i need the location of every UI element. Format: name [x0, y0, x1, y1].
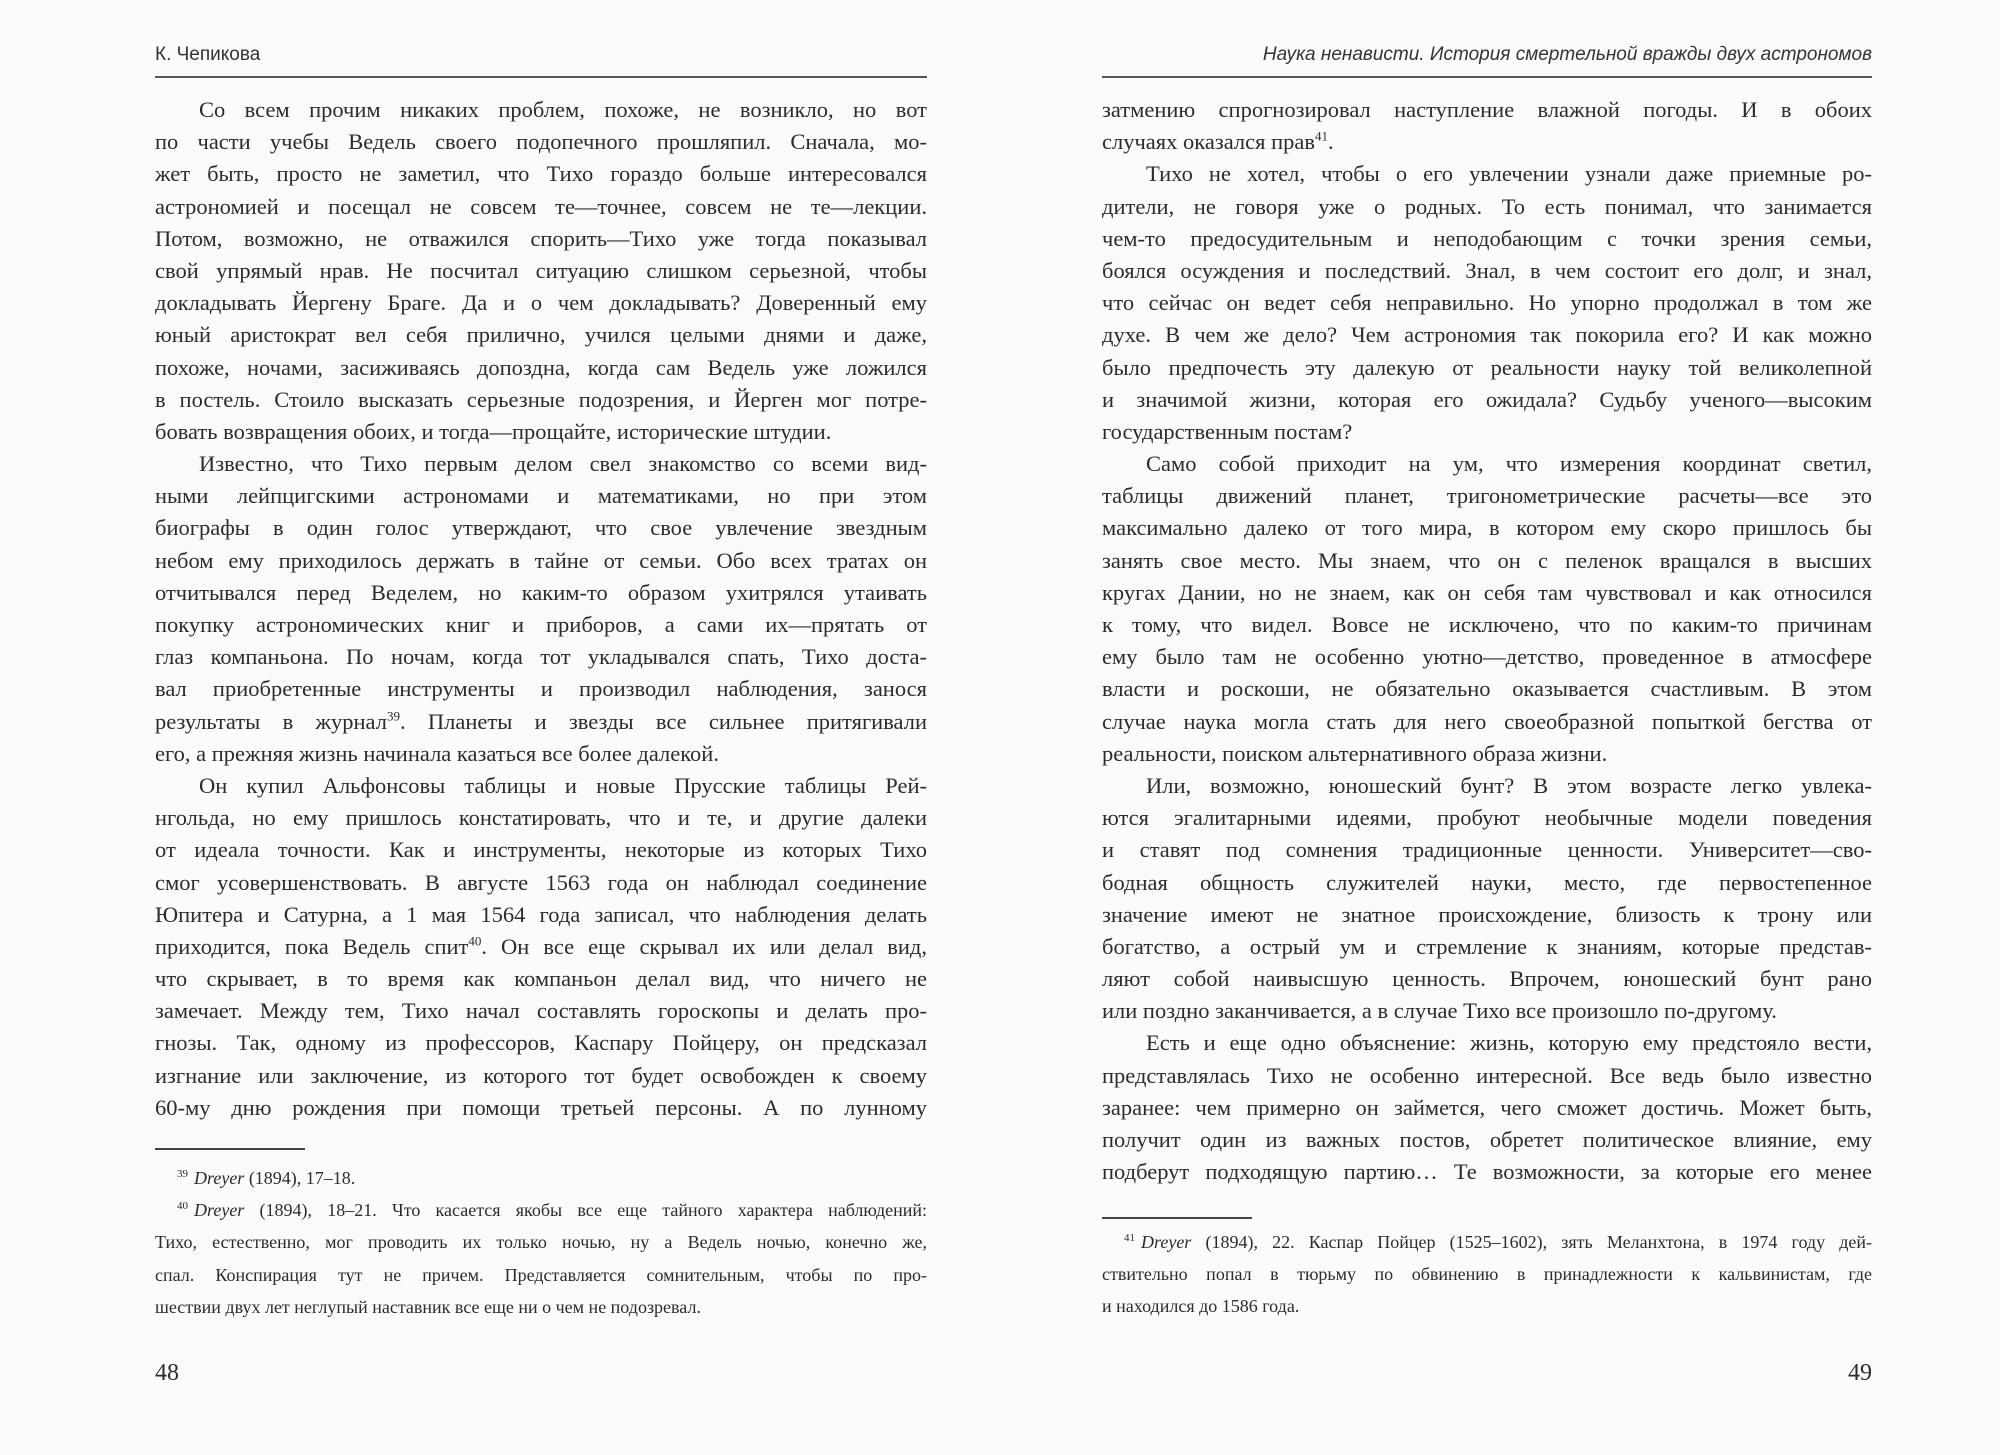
text-line: заранее: чем примерно он займется, чего сможет достичь. Может быть,	[1102, 1094, 1872, 1120]
text-line: ными лейпцигскими астрономами и математиками, но при этом	[155, 483, 927, 509]
footnote-line	[155, 1194, 927, 1226]
text-line: к тому, что видел. Вовсе не исключено, что по каким-то причинам	[1102, 612, 1872, 637]
text-line: власти и роскоши, не обязательно оказывается счастливым. В этом	[1102, 676, 1872, 702]
text-line: в постель. Стоило высказать серьезные подозрения, и Йерген мог потре-	[155, 386, 927, 412]
paragraph	[1102, 1027, 1872, 1188]
footnotes	[155, 1162, 927, 1323]
text-line: Потом, возможно, не отважился спорить—Тихо уже тогда показывал	[155, 225, 927, 251]
footnote-ref: 41	[1314, 128, 1328, 144]
text-line: подберут подходящую партию… Те возможности, за которые его менее	[1102, 1159, 1872, 1185]
text-line: получит один из важных постов, обретет политическое влияние, ему	[1102, 1127, 1872, 1152]
text-line: изгнание или заключение, из которого тот будет освобожден к своему	[155, 1062, 927, 1088]
footnote	[155, 1194, 927, 1323]
text-line: и ставят под сомнения традиционные ценности. Университет—сво-	[1102, 837, 1872, 863]
text-line: затмению спрогнозировал наступление влажной погоды. И в обоих	[1102, 97, 1872, 122]
text-line: значение имеют не знатное происхождение, близость к трону или	[1102, 901, 1872, 927]
text-line: ются эгалитарными идеями, пробуют необычные модели поведения	[1102, 805, 1872, 831]
text-line: духе. В чем же дело? Чем астрономия так покорила его? И как можно	[1102, 322, 1872, 348]
text-line: было предпочесть эту далекую от реальности науку той великолепной	[1102, 354, 1872, 380]
text-line: биографы в один голос утверждают, что свое увлечение звездным	[155, 515, 927, 541]
text-line: таблицы движений планет, тригонометрические расчеты—все это	[1102, 483, 1872, 509]
footnote-line: ствительно попал в тюрьму по обвинению в принадлежности к кальвинистам, где	[1102, 1264, 1872, 1285]
text-line: свой упрямый нрав. Не посчитал ситуацию слишком серьезной, чтобы	[155, 257, 927, 283]
paragraph	[155, 770, 927, 1124]
footnote-number: 41	[1124, 1232, 1135, 1244]
text-line: занять свое место. Мы знаем, что он с пеленок вращался в высших	[1102, 547, 1872, 573]
text-line: случае наука могла стать для него своеобразной попыткой бегства от	[1102, 708, 1872, 734]
paragraph	[1102, 448, 1872, 770]
text-line: юный аристократ вел себя прилично, учился целыми днями и даже,	[155, 322, 927, 348]
text-line: богатство, а острый ум и стремление к знаниям, которые представ-	[1102, 933, 1872, 959]
text-line: по части учебы Ведель своего подопечного прошляпил. Сначала, мо-	[155, 129, 927, 155]
footnote-line: спал. Конспирация тут не причем. Представляется сомнительным, чтобы по про-	[155, 1264, 927, 1285]
text-line	[155, 706, 927, 738]
text-line: отчитывался перед Веделем, но каким-то образом ухитрялся утаивать	[155, 579, 927, 605]
text-line: жет быть, просто не заметил, что Тихо гораздо больше интересовался	[155, 161, 927, 187]
footnote-line: и находился до 1586 года.	[1102, 1296, 1300, 1317]
paragraph	[1102, 158, 1872, 448]
text-line: реальности, поиском альтернативного образа жизни.	[1102, 740, 1608, 766]
text-line: государственным постам?	[1102, 418, 1353, 444]
line-text: . Планеты и звезды все сильнее притягивали	[399, 708, 927, 734]
text-line: кругах Дании, но не знаем, как он себя там чувствовал и как относился	[1102, 579, 1872, 605]
text-line: Он купил Альфонсовы таблицы и новые Прусские таблицы Рей-	[199, 772, 927, 798]
running-head-title: Наука ненависти. История смертельной вражды двух астрономов	[1262, 44, 1872, 65]
text-line: Само собой приходит на ум, что измерения координат светил,	[1146, 451, 1872, 477]
header-rule	[1102, 76, 1872, 78]
footnote-number: 40	[177, 1200, 188, 1213]
text-line: докладывать Йергену Браге. Да и о чем докладывать? Доверенный ему	[155, 290, 927, 316]
line-text: .	[1327, 129, 1334, 155]
line-text: результаты в журнал	[155, 708, 387, 734]
text-line: бодная общность служителей науки, место, где первостепенное	[1102, 869, 1872, 895]
text-line: и значимой жизни, которая его ожидала? Судьбу ученого—высоким	[1102, 386, 1872, 412]
footnote-line	[155, 1162, 927, 1194]
text-line: Юпитера и Сатурна, а 1 мая 1564 года записал, что наблюдения делать	[155, 901, 927, 927]
header-rule	[155, 76, 927, 78]
text-line: нгольда, но ему пришлось констатировать, что и те, и другие далеки	[155, 805, 927, 831]
text-line: замечает. Между тем, Тихо начал составлять гороскопы и делать про-	[155, 998, 927, 1024]
footnotes	[1102, 1226, 1872, 1323]
footnote-author: Dreyer	[1141, 1232, 1192, 1252]
body-text	[155, 94, 927, 1124]
text-line: представлялась Тихо не особенно интересной. Все ведь было известно	[1102, 1062, 1872, 1088]
left-page	[155, 0, 927, 1455]
footnote-author: Dreyer	[194, 1168, 245, 1188]
paragraph	[155, 448, 927, 770]
footnote-author: Dreyer	[194, 1200, 245, 1221]
text-line: или поздно заканчивается, а в случае Тихо все произошло по-другому.	[1102, 998, 1777, 1024]
footnote-line	[1102, 1226, 1872, 1258]
footnote-line: Тихо, естественно, мог проводить их только ночью, ну а Ведель ночью, конечно же,	[155, 1232, 927, 1253]
paragraph	[1102, 770, 1872, 1028]
footnote-line: шествии двух лет неглупый наставник все еще ни о чем не подозревал.	[155, 1296, 701, 1317]
footnote-text: (1894), 18–21. Что касается якобы все еще тайного характера наблюдений:	[244, 1200, 927, 1221]
text-line: чем-то предосудительным и неподобающим с точки зрения семьи,	[1102, 225, 1872, 251]
text-line: что скрывает, в то время как компаньон делал вид, что ничего не	[155, 966, 927, 992]
text-line: боялся осуждения и последствий. Знал, в чем состоит его долг, и знал,	[1102, 257, 1872, 283]
line-text: . Он все еще скрывал их или делал вид,	[481, 933, 927, 959]
page-number: 48	[155, 1360, 179, 1386]
footnote-ref: 39	[386, 708, 400, 724]
text-line: астрономией и посещал не совсем те—точнее, совсем не те—лекции.	[155, 193, 927, 219]
footnote	[155, 1162, 927, 1194]
body-text	[1102, 94, 1872, 1188]
text-line: вал приобретенные инструменты и производил наблюдения, занося	[155, 676, 927, 702]
paragraph	[1102, 94, 1872, 158]
text-line: смог усовершенствовать. В августе 1563 года он наблюдал соединение	[155, 869, 927, 895]
text-line: ему было там не особенно уютно—детство, проведенное в атмосфере	[1102, 644, 1872, 670]
line-text: приходится, пока Ведель спит	[155, 933, 469, 959]
line-text: случаях оказался прав	[1102, 129, 1315, 155]
text-line: Известно, что Тихо первым делом свел знакомство со всеми вид-	[199, 451, 927, 477]
page-number: 49	[1848, 1360, 1872, 1386]
text-line: глаз компаньона. По ночам, когда тот укладывался спать, Тихо доста-	[155, 644, 927, 670]
running-head-author: К. Чепикова	[155, 44, 261, 65]
text-line: бовать возвращения обоих, и тогда—прощайте, исторические штудии.	[155, 418, 832, 444]
footnote-ref: 40	[468, 933, 482, 949]
text-line	[155, 931, 927, 963]
text-line: гнозы. Так, одному из профессоров, Каспару Пойцеру, он предсказал	[155, 1030, 927, 1056]
footnote-text: (1894), 17–18.	[244, 1168, 356, 1188]
footnote-text: (1894), 22. Каспар Пойцер (1525–1602), зять Меланхтона, в 1974 году дей-	[1191, 1232, 1872, 1252]
footnote-number: 39	[177, 1168, 188, 1180]
text-line: покупку астрономических книг и приборов, а сами их—прятать от	[155, 612, 927, 637]
text-line	[1102, 126, 1872, 158]
footnote-rule	[155, 1148, 305, 1150]
text-line: Со всем прочим никаких проблем, похоже, не возникло, но вот	[199, 97, 927, 122]
text-line: ляют собой наивысшую ценность. Впрочем, юношеский бунт рано	[1102, 966, 1872, 992]
footnote-rule	[1102, 1217, 1252, 1219]
text-line: похоже, ночами, засиживаясь допоздна, когда сам Ведель уже ложился	[155, 354, 927, 380]
paragraph	[155, 94, 927, 448]
text-line: его, а прежняя жизнь начинала казаться все более далекой.	[155, 740, 719, 766]
footnote	[1102, 1226, 1872, 1323]
text-line: небом ему приходилось держать в тайне от семьи. Обо всех тратах он	[155, 547, 927, 573]
right-page	[1102, 0, 1872, 1455]
text-line: Есть и еще одно объяснение: жизнь, которую ему предстояло вести,	[1146, 1030, 1872, 1056]
text-line: дители, не говоря уже о родных. То есть понимал, что занимается	[1102, 193, 1872, 219]
text-line: Тихо не хотел, чтобы о его увлечении узнали даже приемные ро-	[1146, 161, 1872, 187]
text-line: от идеала точности. Как и инструменты, некоторые из которых Тихо	[155, 837, 927, 863]
text-line: Или, возможно, юношеский бунт? В этом возрасте легко увлека-	[1146, 772, 1872, 798]
text-line: что сейчас он ведет себя неправильно. Но упорно продолжал в том же	[1102, 290, 1872, 316]
text-line: 60-му дню рождения при помощи третьей персоны. А по лунному	[155, 1094, 927, 1120]
text-line: максимально далеко от того мира, в котором ему скоро пришлось бы	[1102, 515, 1872, 541]
